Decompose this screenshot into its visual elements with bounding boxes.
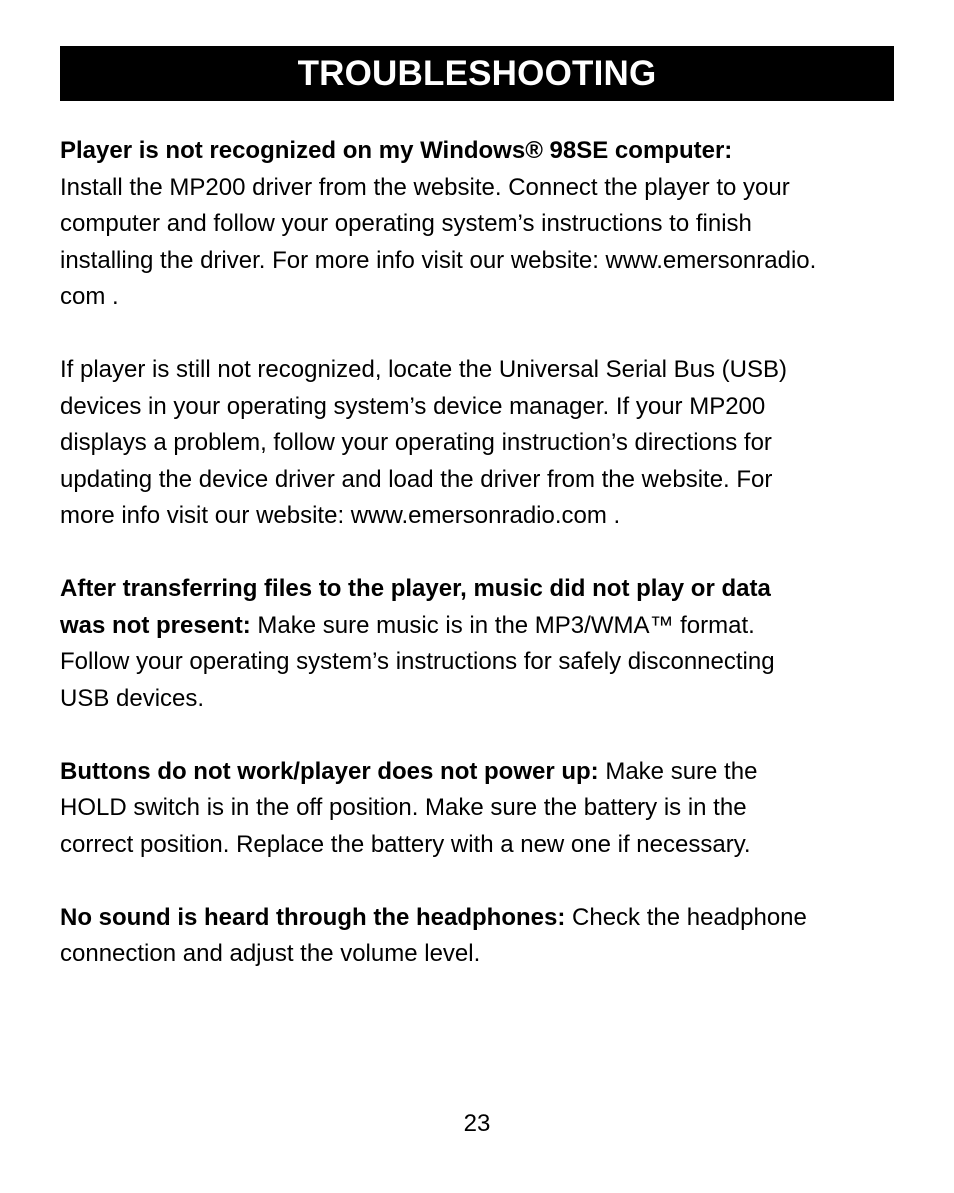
section-heading: Buttons do not work/player does not power up: [60,757,599,785]
troubleshooting-content [60,133,910,1009]
body-line: installing the driver. For more info visit our website: www.emersonradio. [60,246,817,274]
section-music-not-playing [60,571,910,717]
body-line: Follow your operating system’s instructions for safely disconnecting [60,648,775,675]
body-line: updating the device driver and load the driver from the website. For [60,465,773,493]
body-line: Make sure music is in the MP3/WMA™ format. [250,611,755,639]
section-buttons-not-working [60,754,910,864]
body-line: computer and follow your operating system’s instructions to finish [60,210,752,237]
body-line: com . [60,283,119,310]
body-line: If player is still not recognized, locate the Universal Serial Bus (USB) [60,356,787,383]
section-heading: Player is not recognized on my Windows® 98SE computer: [60,137,733,164]
section-no-sound [60,900,910,973]
body-line: displays a problem, follow your operating instruction’s directions for [60,429,772,456]
section-heading: No sound is heard through the headphones: [60,903,566,931]
body-line: correct position. Replace the battery with a new one if necessary. [60,830,751,858]
body-line: Install the MP200 driver from the website. Connect the player to your [60,173,790,201]
body-line: Make sure the [598,757,758,785]
body-line: devices in your operating system’s device manager. If your MP200 [60,392,766,420]
section-still-not-recognized [60,352,910,535]
body-line: HOLD switch is in the off position. Make sure the battery is in the [60,794,747,821]
section-windows-not-recognized [60,133,910,316]
body-line: Check the headphone [565,903,807,931]
page-number: 23 [463,1110,491,1137]
section-header-bar [60,46,894,101]
body-line: connection and adjust the volume level. [60,940,481,967]
body-line: USB devices. [60,684,205,712]
page-title: TROUBLESHOOTING [297,54,657,93]
section-heading: was not present: [60,611,251,639]
section-heading: After transferring files to the player, music did not play or data [60,575,771,602]
body-line: more info visit our website: www.emersonradio.com . [60,502,621,529]
